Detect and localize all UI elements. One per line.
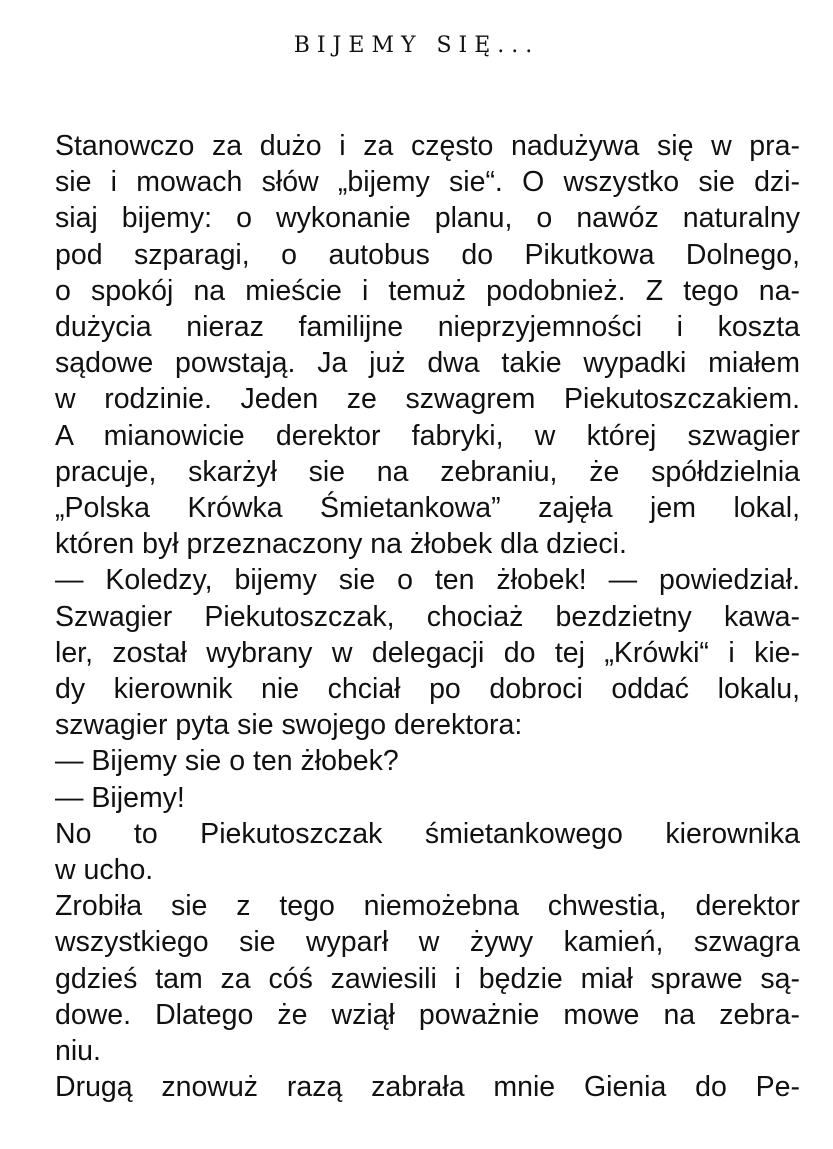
text-line: wszystkiego sie wyparł w żywy kamień, szwagra [55, 926, 800, 959]
text-line: w rodzinie. Jeden ze szwagrem Piekutoszczakiem. [55, 383, 800, 416]
text-line: sie i mowach słów „bijemy sie“. O wszystko sie dzi- [55, 166, 800, 199]
text-line: „Polska Krówka Śmietankowa” zajęła jem lokal, [55, 492, 800, 525]
text-line: dużycia nieraz familijne nieprzyjemności i koszta [55, 311, 800, 344]
text-line: — Koledzy, bijemy sie o ten żłobek! — powiedział. [55, 564, 800, 597]
text-line: dy kierownik nie chciał po dobroci oddać lokalu, [55, 673, 800, 706]
text-line: dowe. Dlatego że wziął poważnie mowe na zebra- [55, 998, 800, 1031]
text-line: Stanowczo za dużo i za często nadużywa się w pra- [55, 130, 800, 162]
text-line: szwagier pyta sie swojego derektora: [55, 709, 523, 742]
text-line: pracuje, skarżył sie na zebraniu, że spółdzielnia [55, 455, 800, 488]
text-line: w ucho. [55, 854, 154, 887]
text-line: niu. [55, 1035, 101, 1068]
text-line: pod szparagi, o autobus do Pikutkowa Dolnego, [55, 238, 800, 271]
text-line: siaj bijemy: o wykonanie planu, o nawóz naturalny [55, 202, 800, 235]
text-line: Drugą znowuż razą zabrała mnie Gienia do Pe- [55, 1071, 800, 1104]
text-line: — Bijemy! [55, 781, 185, 814]
chapter-title: BIJEMY SIĘ... [293, 33, 540, 58]
text-line: A mianowicie derektor fabryki, w której szwagier [55, 419, 800, 452]
text-line: gdzieś tam za cóś zawiesili i będzie miał sprawe są- [55, 962, 800, 995]
text-line: No to Piekutoszczak śmietankowego kierownika [55, 817, 800, 850]
text-line: Zrobiła sie z tego niemożebna chwestia, derektor [55, 890, 800, 923]
text-line: o spokój na mieście i temuż podobnież. Z tego na- [55, 274, 800, 307]
text-line: któren był przeznaczony na żłobek dla dzieci. [55, 528, 627, 561]
text-line: — Bijemy sie o ten żłobek? [55, 745, 399, 778]
text-line: ler, został wybrany w delegacji do tej „Krówki“ i kie- [55, 636, 800, 669]
text-line: sądowe powstają. Ja już dwa takie wypadki miałem [55, 347, 800, 380]
text-line: Szwagier Piekutoszczak, chociaż bezdzietny kawa- [55, 600, 800, 633]
body-text [55, 128, 800, 1105]
